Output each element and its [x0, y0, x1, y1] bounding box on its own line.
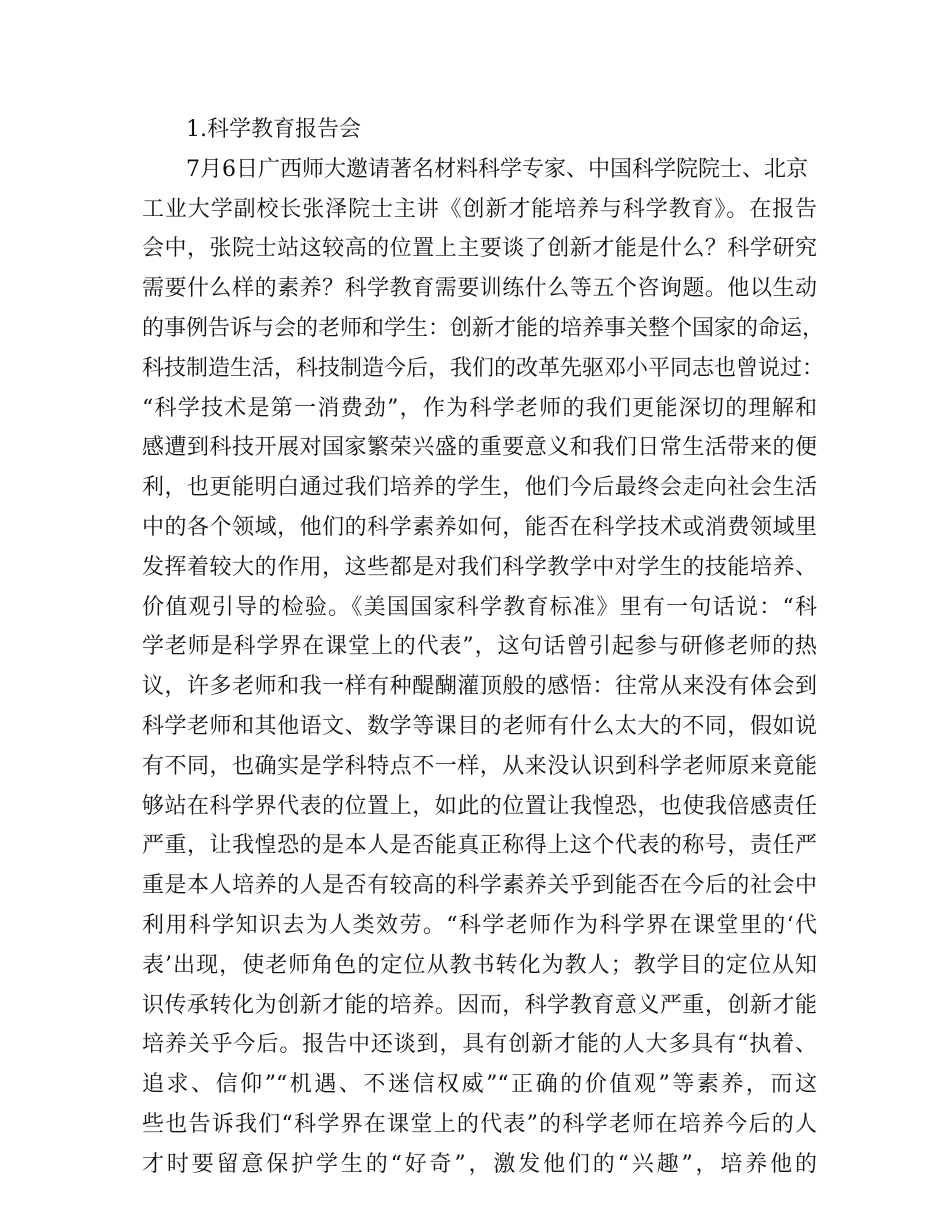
paragraph-line: 7月6日广西师大邀请著名材料科学专家、中国科学院院士、北京 — [186, 156, 808, 182]
paragraph-line: 价值观引导的检验。《美国国家科学教育标准》里有一句话说：“科 — [142, 594, 817, 620]
paragraph-line: 才时要留意保护学生的“好奇”，激发他们的“兴趣”，培养他的 — [142, 1151, 817, 1177]
paragraph-line: 需要什么样的素养？科学教育需要训练什么等五个咨询题。他以生动 — [142, 276, 817, 302]
paragraph-line: 会中，张院士站这较高的位置上主要谈了创新才能是什么？科学研究 — [142, 236, 817, 262]
paragraph-line: “科学技术是第一消费劲”，作为科学老师的我们更能深切的理解和 — [142, 395, 817, 421]
paragraph-line: 利，也更能明白通过我们培养的学生，他们今后最终会走向社会生活 — [142, 475, 817, 501]
paragraph-line: 中的各个领域，他们的科学素养如何，能否在科学技术或消费领域里 — [142, 514, 817, 540]
paragraph-line: 科技制造生活，科技制造今后，我们的改革先驱邓小平同志也曾说过： — [142, 355, 825, 381]
paragraph-line: 严重，让我惶恐的是本人是否能真正称得上这个代表的称号，责任严 — [142, 833, 817, 859]
document-body — [142, 110, 825, 1185]
paragraph-line: 有不同，也确实是学科特点不一样，从来没认识到科学老师原来竟能 — [142, 753, 817, 779]
paragraph-line: 议，许多老师和我一样有种醍醐灌顶般的感悟：往常从来没有体会到 — [142, 674, 817, 700]
paragraph-line: 重是本人培养的人是否有较高的科学素养关乎到能否在今后的社会中 — [142, 873, 817, 899]
paragraph-line: 科学老师和其他语文、数学等课目的老师有什么太大的不同，假如说 — [142, 713, 817, 739]
paragraph-line: 表’出现，使老师角色的定位从教书转化为教人；教学目的定位从知 — [142, 952, 817, 978]
paragraph-line: 学老师是科学界在课堂上的代表”，这句话曾引起参与研修老师的热 — [142, 634, 817, 660]
section-heading: 1.科学教育报告会 — [186, 117, 361, 142]
paragraph-line: 识传承转化为创新才能的培养。因而，科学教育意义严重，创新才能 — [142, 992, 817, 1018]
paragraph-line: 培养关乎今后。报告中还谈到，具有创新才能的人大多具有“执着、 — [142, 1032, 817, 1058]
paragraph-line: 工业大学副校长张泽院士主讲《创新才能培养与科学教育》。在报告 — [142, 196, 817, 222]
paragraph-line: 感遭到科技开展对国家繁荣兴盛的重要意义和我们日常生活带来的便 — [142, 435, 817, 461]
paragraph-line: 发挥着较大的作用，这些都是对我们科学教学中对学生的技能培养、 — [142, 554, 817, 580]
paragraph-line: 追求、信仰”“机遇、不迷信权威”“正确的价值观”等素养，而这 — [142, 1072, 817, 1098]
paragraph-line: 够站在科学界代表的位置上，如此的位置让我惶恐，也使我倍感责任 — [142, 793, 817, 819]
paragraph-line: 些也告诉我们“科学界在课堂上的代表”的科学老师在培养今后的人 — [142, 1111, 817, 1137]
paragraph-line: 的事例告诉与会的老师和学生：创新才能的培养事关整个国家的命运， — [142, 315, 825, 341]
paragraph-line: 利用科学知识去为人类效劳。“科学老师作为科学界在课堂里的‘代 — [142, 912, 817, 938]
